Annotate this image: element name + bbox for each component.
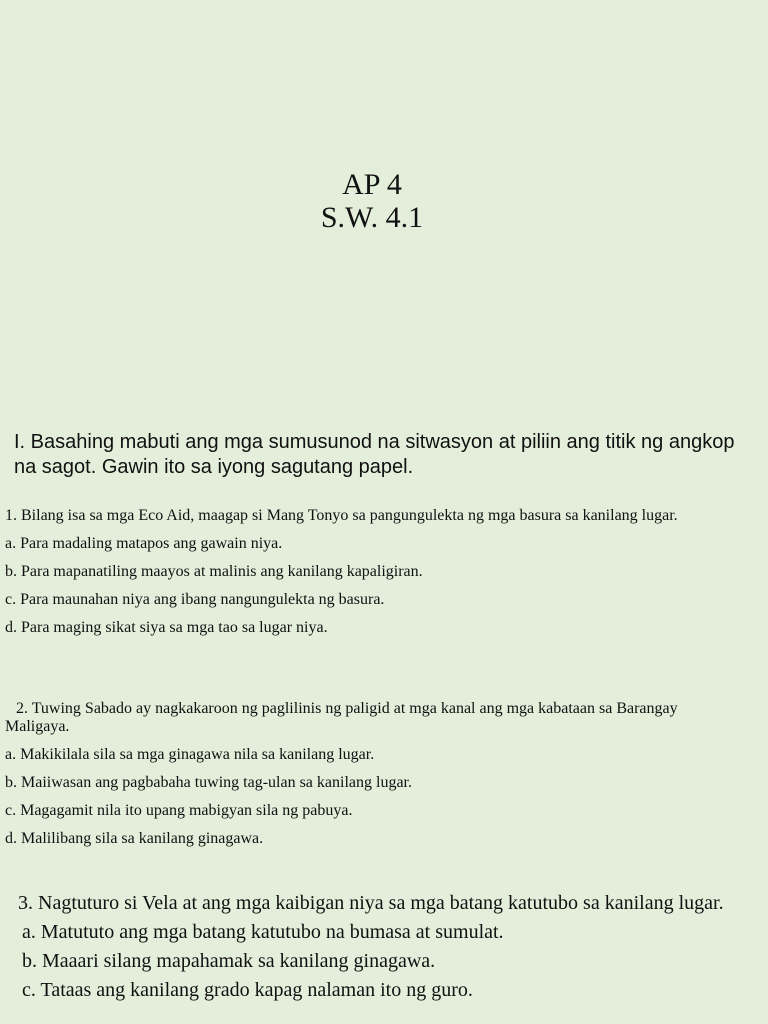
question-2-option-c: c. Magagamit nila ito upang mabigyan sila ng pabuya. xyxy=(5,802,353,819)
question-3-option-b: b. Maaari silang mapahamak sa kanilang ginagawa. xyxy=(22,950,436,972)
question-1-option-d: d. Para maging sikat siya sa mga tao sa lugar niya. xyxy=(5,619,328,636)
question-2-stem: 2. Tuwing Sabado ay nagkakaroon ng paglilinis ng paligid at mga kanal ang mga kabataan sa Barangay Maligaya. xyxy=(5,700,678,735)
instruction-text: I. Basahing mabuti ang mga sumusunod na sitwasyon at piliin ang titik ng angkop na sagot. Gawin ito sa iyong sagutang papel. xyxy=(14,431,735,478)
question-2-option-b: b. Maiiwasan ang pagbabaha tuwing tag-ulan sa kanilang lugar. xyxy=(5,774,412,791)
question-3-stem: 3. Nagtuturo si Vela at ang mga kaibigan niya sa mga batang katutubo sa kanilang lugar. xyxy=(18,892,724,914)
question-3 xyxy=(18,889,758,1005)
question-2 xyxy=(5,700,745,848)
question-3-option-a: a. Matututo ang mga batang katutubo na bumasa at sumulat. xyxy=(22,921,504,943)
question-2-option-a: a. Makikilala sila sa mga ginagawa nila sa kanilang lugar. xyxy=(5,746,375,763)
title-block xyxy=(0,168,744,234)
question-1 xyxy=(5,507,745,637)
question-1-option-b: b. Para mapanatiling maayos at malinis ang kanilang kapaligiran. xyxy=(5,563,423,580)
question-2-option-d: d. Malilibang sila sa kanilang ginagawa. xyxy=(5,830,264,847)
question-3-option-c: c. Tataas ang kanilang grado kapag nalaman ito ng guro. xyxy=(22,979,473,1001)
question-1-stem: 1. Bilang isa sa mga Eco Aid, maagap si Mang Tonyo sa pangungulekta ng mga basura sa kanilang lugar. xyxy=(5,507,678,524)
question-1-option-c: c. Para maunahan niya ang ibang nangungulekta ng basura. xyxy=(5,591,385,608)
worksheet-title: S.W. 4.1 xyxy=(320,201,424,234)
subject-title: AP 4 xyxy=(342,168,402,201)
question-1-option-a: a. Para madaling matapos ang gawain niya. xyxy=(5,535,283,552)
